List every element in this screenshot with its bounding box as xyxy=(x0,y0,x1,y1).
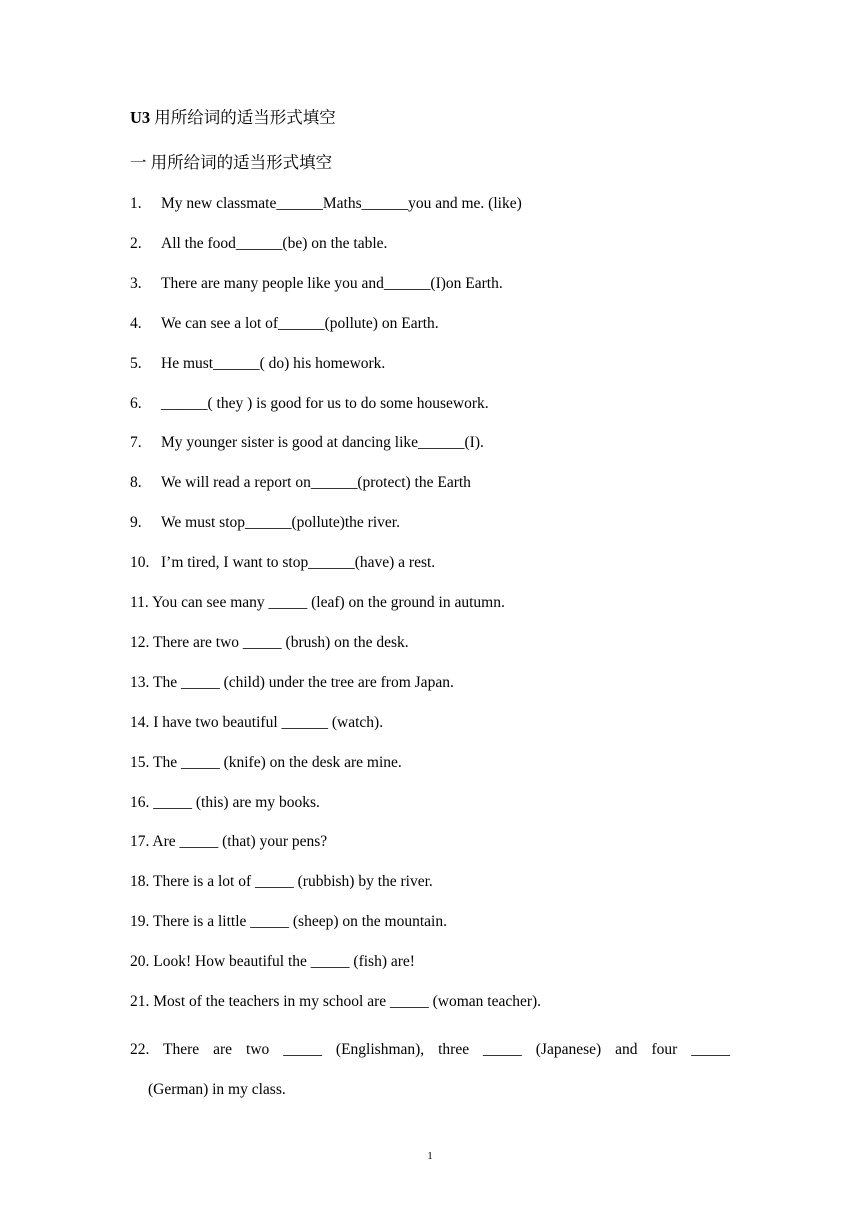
question-text: I have two beautiful ______ (watch). xyxy=(153,713,384,731)
question-text: Most of the teachers in my school are _____ (woman teacher). xyxy=(153,993,542,1010)
document-title xyxy=(130,104,336,128)
question-item xyxy=(130,832,327,852)
question-text: There is a little _____ (sheep) on the mountain. xyxy=(152,913,447,931)
question-number: 5. xyxy=(130,354,142,372)
question-item xyxy=(130,713,383,733)
question-number: 4. xyxy=(130,314,142,332)
question-text: There are two _____ (brush) on the desk. xyxy=(152,633,409,651)
question-text: We must stop______(pollute)the river. xyxy=(161,514,400,532)
question-item xyxy=(130,553,435,573)
question-number: 21. xyxy=(130,993,150,1010)
question-number: 15. xyxy=(130,753,150,771)
section-heading: 一 用所给词的适当形式填空 xyxy=(130,153,333,172)
title-text: 用所给词的适当形式填空 xyxy=(150,108,336,127)
question-item xyxy=(130,912,447,932)
question-22-line-1: 22. There are two _____ (Englishman), three _____ (Japanese) and four _____ xyxy=(130,1041,730,1058)
question-item xyxy=(130,753,402,773)
question-text: _____ (this) are my books. xyxy=(153,793,320,811)
question-text: My new classmate______Maths______you and me. (like) xyxy=(161,195,522,212)
question-number: 16. xyxy=(130,793,150,811)
question-number: 20. xyxy=(130,953,150,971)
question-number: 19. xyxy=(130,913,150,931)
question-item xyxy=(130,234,387,254)
question-number: 3. xyxy=(130,274,142,292)
question-item xyxy=(130,274,503,294)
question-item xyxy=(130,433,484,453)
question-number: 6. xyxy=(130,394,142,412)
question-item xyxy=(130,354,385,374)
question-item xyxy=(130,793,320,813)
question-number: 18. xyxy=(130,873,150,891)
question-text: He must______( do) his homework. xyxy=(161,354,386,372)
question-item xyxy=(130,314,439,334)
question-item xyxy=(130,633,409,653)
question-text: There are many people like you and______(I)on Earth. xyxy=(161,274,503,292)
question-number: 10. xyxy=(130,554,150,572)
question-number: 17. xyxy=(130,833,150,851)
question-item xyxy=(130,673,454,693)
question-text: ______( they ) is good for us to do some housework. xyxy=(161,394,489,412)
question-text: We can see a lot of______(pollute) on Earth. xyxy=(161,314,439,332)
question-text: All the food______(be) on the table. xyxy=(161,234,388,252)
question-number: 8. xyxy=(130,474,142,492)
question-text: The _____ (knife) on the desk are mine. xyxy=(152,753,402,771)
title-prefix: U3 xyxy=(130,108,151,127)
question-text: Look! How beautiful the _____ (fish) are! xyxy=(153,953,415,971)
question-22-line-2: (German) in my class. xyxy=(148,1081,286,1098)
question-number: 9. xyxy=(130,514,142,532)
question-number: 14. xyxy=(130,713,150,731)
question-item xyxy=(130,473,471,493)
question-text: I’m tired, I want to stop______(have) a rest. xyxy=(161,554,436,572)
question-item xyxy=(130,513,400,533)
question-text: The _____ (child) under the tree are from Japan. xyxy=(152,673,454,691)
question-item xyxy=(130,194,522,214)
question-text: We will read a report on______(protect) the Earth xyxy=(161,474,471,492)
question-number: 11. xyxy=(130,594,149,611)
question-item xyxy=(130,394,489,414)
question-text: Are _____ (that) your pens? xyxy=(152,833,328,851)
question-item xyxy=(130,992,541,1012)
question-text: There is a lot of _____ (rubbish) by the river. xyxy=(152,873,433,891)
question-item xyxy=(130,593,505,613)
question-text: My younger sister is good at dancing like______(I). xyxy=(161,434,484,452)
question-text: You can see many _____ (leaf) on the ground in autumn. xyxy=(152,594,505,611)
question-22 xyxy=(130,1030,730,1110)
question-number: 7. xyxy=(130,434,142,452)
question-number: 2. xyxy=(130,234,142,252)
question-item xyxy=(130,872,433,892)
question-item xyxy=(130,952,415,972)
question-number: 12. xyxy=(130,633,150,651)
question-number: 1. xyxy=(130,195,142,212)
page-number: 1 xyxy=(427,1150,433,1162)
question-number: 13. xyxy=(130,673,150,691)
